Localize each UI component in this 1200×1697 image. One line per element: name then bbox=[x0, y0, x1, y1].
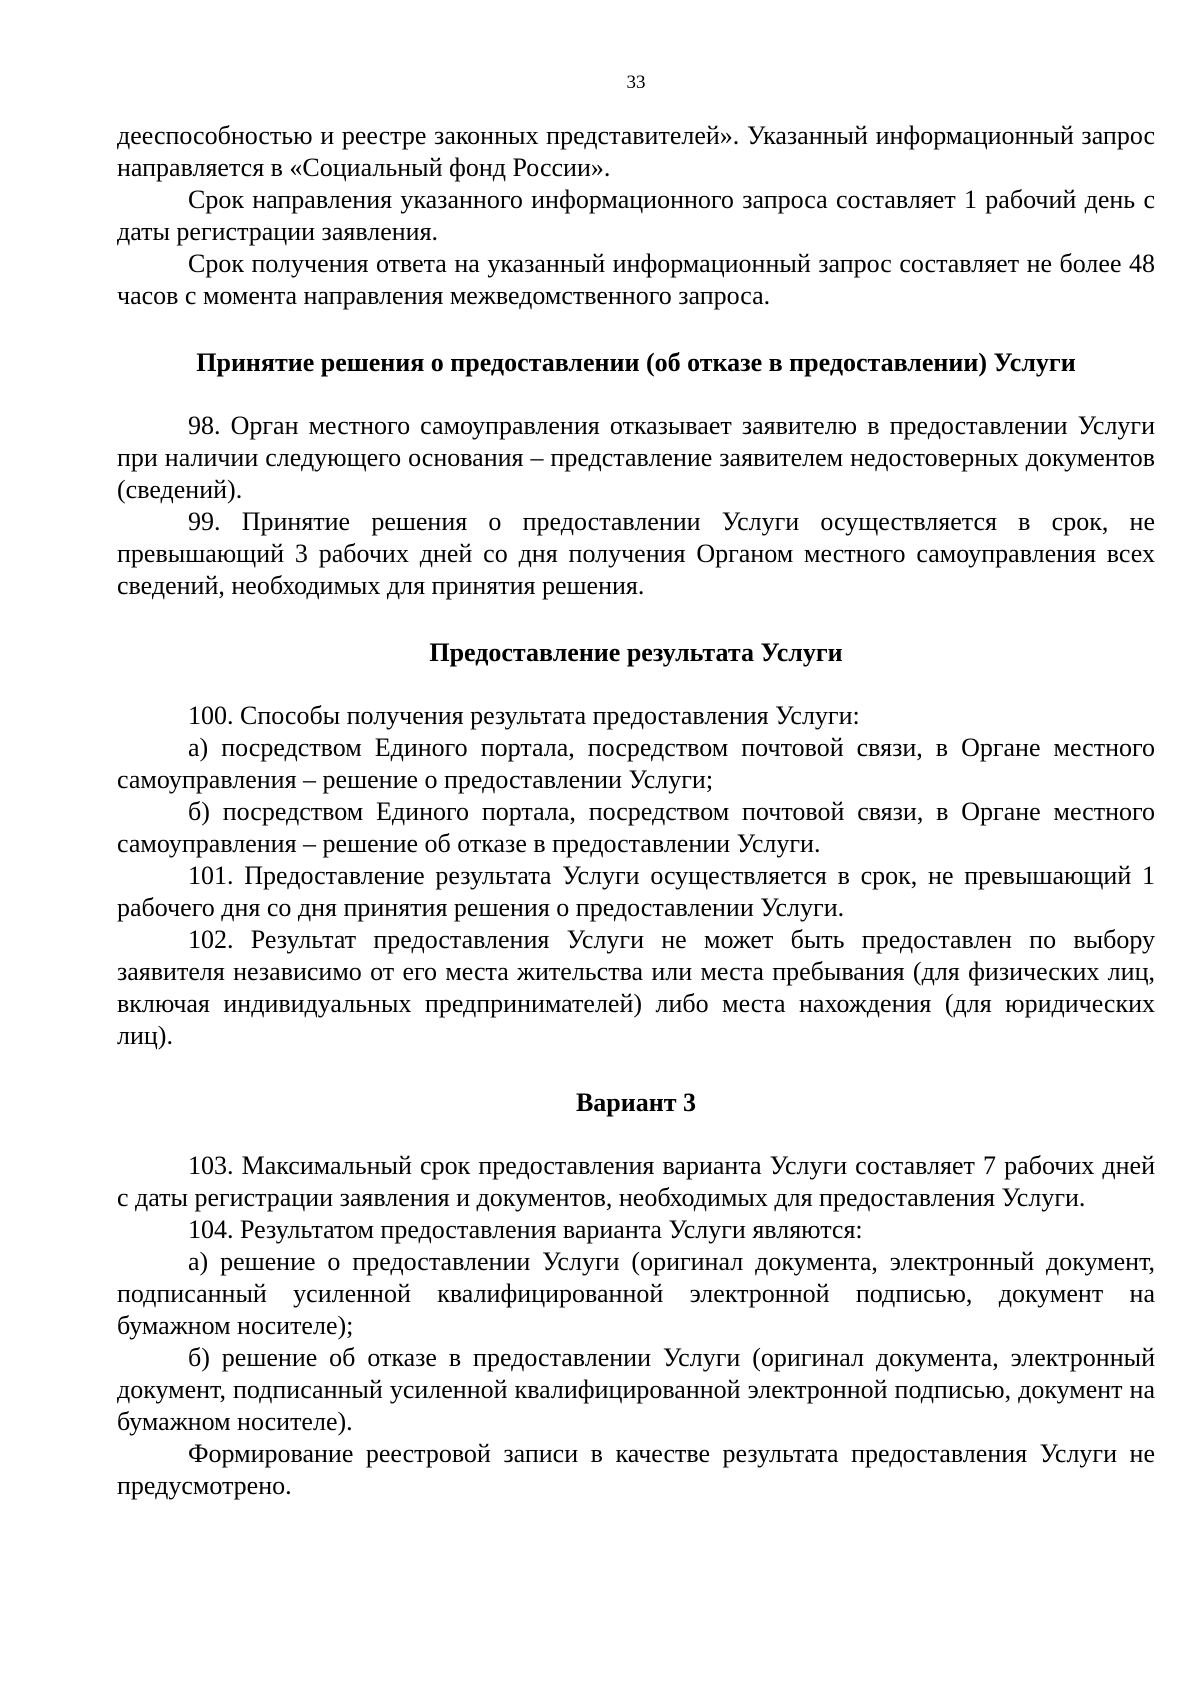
section-heading-result: Предоставление результата Услуги bbox=[429, 638, 843, 667]
spacer bbox=[117, 379, 1155, 410]
spacer bbox=[117, 312, 1155, 347]
paragraph-100-b: б) посредством Единого портала, посредством почтовой связи, в Органе местного самоуправления – решение об отказе в предоставлении Услуги. bbox=[117, 797, 1155, 858]
paragraph-intro-continuation: дееспособностью и реестре законных представителей». Указанный информационный запрос направляется в «Социальный фонд России». bbox=[117, 121, 1155, 182]
paragraph-103: 103. Максимальный срок предоставления варианта Услуги составляет 7 рабочих дней с даты регистрации заявления и документов, необходимых для предоставления Услуги. bbox=[117, 1151, 1155, 1212]
paragraph-101: 101. Предоставление результата Услуги осуществляется в срок, не превышающий 1 рабочего дня со дня принятия решения о предоставлении Услуги. bbox=[117, 861, 1155, 922]
page-number: 33 bbox=[626, 72, 646, 93]
paragraph-100-a: а) посредством Единого портала, посредством почтовой связи, в Органе местного самоуправления – решение о предоставлении Услуги; bbox=[117, 733, 1155, 794]
paragraph-response-deadline: Срок получения ответа на указанный информационный запрос составляет не более 48 часов с момента направления межведомственного запроса. bbox=[117, 249, 1155, 310]
paragraph-104-a: а) решение о предоставлении Услуги (оригинал документа, электронный документ, подписанный усиленной квалифицированной электронной подписью, документ на бумажном носителе); bbox=[117, 1247, 1155, 1340]
paragraph-registry-record: Формирование реестровой записи в качестве результата предоставления Услуги не предусмотрено. bbox=[117, 1439, 1155, 1500]
document-body bbox=[117, 120, 1155, 1502]
spacer bbox=[117, 669, 1155, 700]
paragraph-104-b: б) решение об отказе в предоставлении Услуги (оригинал документа, электронный документ, подписанный усиленной квалифицированной электронной подписью, документ на бумажном носителе). bbox=[117, 1343, 1155, 1436]
paragraph-100: 100. Способы получения результата предоставления Услуги: bbox=[188, 701, 860, 730]
spacer bbox=[117, 602, 1155, 637]
section-heading-variant-3: Вариант 3 bbox=[575, 1088, 697, 1117]
paragraph-99: 99. Принятие решения о предоставлении Услуги осуществляется в срок, не превышающий 3 рабочих дней со дня получения Органом местного самоуправления всех сведений, необходимых для принятия решения. bbox=[117, 507, 1155, 600]
paragraph-102: 102. Результат предоставления Услуги не может быть предоставлен по выбору заявителя независимо от его места жительства или места пребывания (для физических лиц, включая индивидуальных предпринимателей) либо места нахождения (для юридических лиц). bbox=[117, 925, 1155, 1050]
spacer bbox=[117, 1052, 1155, 1087]
paragraph-104: 104. Результатом предоставления варианта Услуги являются: bbox=[188, 1215, 863, 1244]
paragraph-98: 98. Орган местного самоуправления отказывает заявителю в предоставлении Услуги при наличии следующего основания – представление заявителем недостоверных документов (сведений). bbox=[117, 411, 1155, 504]
section-heading-decision: Принятие решения о предоставлении (об отказе в предоставлении) Услуги bbox=[196, 348, 1076, 377]
spacer bbox=[117, 1119, 1155, 1150]
paragraph-request-deadline: Срок направления указанного информационного запроса составляет 1 рабочий день с даты регистрации заявления. bbox=[117, 185, 1155, 246]
